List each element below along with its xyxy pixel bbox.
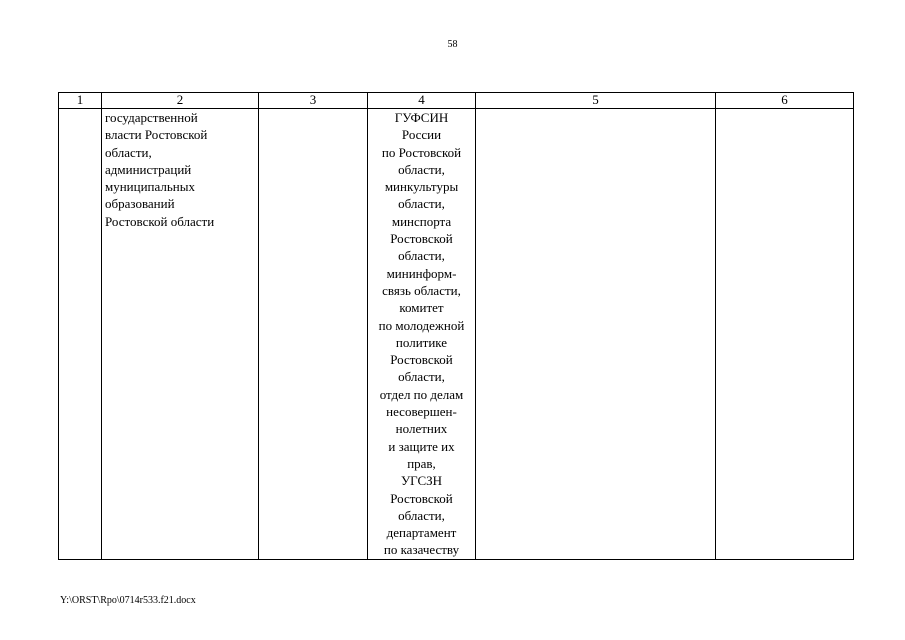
cell-col-2 — [102, 109, 259, 560]
cell-text-line: Ростовской — [390, 352, 453, 368]
document-table — [58, 92, 854, 560]
cell-text-line: администраций — [105, 161, 192, 177]
cell-col-1 — [59, 109, 102, 560]
column-header-4: 4 — [368, 93, 476, 109]
cell-col-3 — [259, 109, 368, 560]
cell-text-line: образований — [105, 196, 175, 212]
cell-text-line: России — [401, 127, 442, 143]
cell-text-line: власти Ростовской — [105, 127, 208, 143]
cell-col-6 — [716, 109, 854, 560]
cell-text-line: нолетних — [395, 421, 448, 437]
cell-text-line: ГУФСИН — [394, 110, 449, 125]
cell-text-line: мининформ- — [386, 265, 457, 281]
cell-text-line: политике — [395, 334, 448, 350]
cell-text-line: государственной — [105, 110, 198, 125]
cell-text-line: Ростовской — [390, 490, 453, 506]
cell-text-line: области, — [398, 248, 445, 264]
file-path-footer: Y:\ORST\Rpo\0714r533.f21.docx — [60, 595, 196, 606]
cell-col-5 — [476, 109, 716, 560]
cell-text-line: минкультуры — [384, 179, 459, 195]
cell-text-line: несовершен- — [386, 404, 457, 420]
cell-text-line: отдел по делам — [379, 386, 464, 402]
column-header-6: 6 — [716, 93, 854, 109]
cell-text-line: Ростовской — [390, 231, 453, 247]
column-header-1: 1 — [59, 93, 102, 109]
cell-text-line: Ростовской области — [105, 213, 215, 229]
cell-text-line: по молодежной — [378, 317, 465, 333]
cell-text-line: по казачеству — [383, 542, 460, 558]
cell-text-line: УГСЗН — [400, 473, 443, 489]
cell-text-line: и защите их — [388, 438, 455, 454]
column-header-5: 5 — [476, 93, 716, 109]
cell-text-line: департамент — [386, 525, 457, 541]
cell-text-line: комитет — [399, 300, 444, 316]
cell-text-line: области, — [398, 369, 445, 385]
column-header-3: 3 — [259, 93, 368, 109]
column-header-2: 2 — [102, 93, 259, 109]
cell-text-line: связь области, — [382, 282, 461, 298]
cell-text-line: по Ростовской — [381, 144, 462, 160]
cell-text-line: муниципальных — [105, 179, 196, 195]
table-header-row — [59, 93, 854, 109]
cell-text-line: области, — [398, 161, 445, 177]
cell-text-line: области, — [105, 144, 152, 160]
table-row — [59, 109, 854, 560]
cell-text-line: области, — [398, 196, 445, 212]
cell-col-4 — [368, 109, 476, 560]
cell-text-line: минспорта — [391, 213, 452, 229]
page-number: 58 — [447, 39, 458, 50]
cell-text-line: области, — [398, 507, 445, 523]
cell-text-line: прав, — [407, 455, 436, 471]
